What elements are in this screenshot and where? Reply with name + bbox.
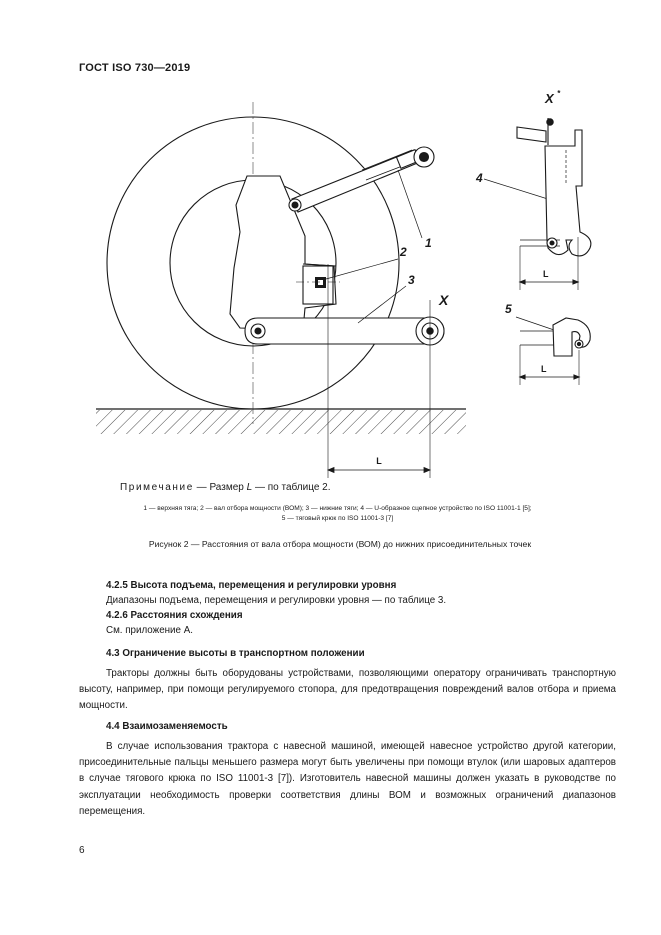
- detail-view-label-x: X: [545, 91, 554, 106]
- dimension-l-main: [328, 468, 430, 473]
- dim-label-l-hitch: L: [543, 269, 549, 279]
- top-link: [289, 147, 434, 212]
- note-tail: — по таблице 2.: [252, 482, 331, 493]
- callout-5: 5: [505, 302, 512, 316]
- callout-4: 4: [476, 171, 483, 185]
- document-header: ГОСТ ISO 730—2019: [79, 62, 191, 74]
- view-label-x: X: [439, 292, 449, 308]
- dim-label-l-hook: L: [541, 364, 547, 374]
- section-4-3-text: Тракторы должны быть оборудованы устройствами, позволяющими оператору ограничивать транспортную высоту, например, при помощи регулируемого стопора, для предотвращения повреждений валов отбора и приема мощности.: [79, 668, 616, 712]
- drawbar-hook-detail: [520, 318, 590, 385]
- callout-1: 1: [425, 236, 432, 250]
- ground: [96, 409, 466, 434]
- note-prefix: Примечание: [120, 482, 194, 493]
- section-4-2-5-title: 4.2.5 Высота подъема, перемещения и регулировки уровня: [106, 580, 397, 591]
- section-4-4-text: В случае использования трактора с навесной машиной, имеющей навесное устройство другой категории, присоединительные пальцы меньшего размера могут быть увеличены при помощи втулок (или шаровых адаптеров в случае тягового крюка по ISO 11001-3 [7]). Изготовитель навесной машины должен указать в руководстве по эксплуатации необходимость проверки соответствия длины ВОМ и возможных ограничений диапазонов перемещения.: [79, 741, 616, 817]
- callout-3: 3: [408, 273, 415, 287]
- callout-2: 2: [400, 245, 407, 259]
- u-hitch-detail: [517, 118, 591, 290]
- figure-note: [120, 482, 331, 493]
- note-text: — Размер: [193, 482, 247, 493]
- detail-view-star: *: [557, 89, 561, 98]
- section-4-2-6-text: См. приложение А.: [106, 625, 193, 636]
- section-4-4-title: 4.4 Взаимозаменяемость: [106, 721, 228, 732]
- figure-legend-line-1: 1 — верхняя тяга; 2 — вал отбора мощности (ВОМ); 3 — нижние тяги; 4 — U-образное сцепное устройство по ISO 11001-1 [5];: [143, 505, 532, 512]
- section-4-2-5-text: Диапазоны подъема, перемещения и регулировки уровня — по таблице 3.: [106, 595, 447, 606]
- figure-caption: Рисунок 2 — Расстояния от вала отбора мощности (ВОМ) до нижних присоединительных точек: [148, 539, 532, 549]
- figure-legend-line-2: 5 — тяговый крюк по ISO 11001-3 [7]: [281, 515, 394, 522]
- section-4-2-6-title: 4.2.6 Расстояния схождения: [106, 610, 243, 621]
- section-4-3-title: 4.3 Ограничение высоты в транспортном положении: [106, 648, 365, 659]
- dim-label-l-main: L: [376, 456, 382, 466]
- note-l: L: [246, 482, 253, 493]
- page-number: 6: [79, 845, 85, 856]
